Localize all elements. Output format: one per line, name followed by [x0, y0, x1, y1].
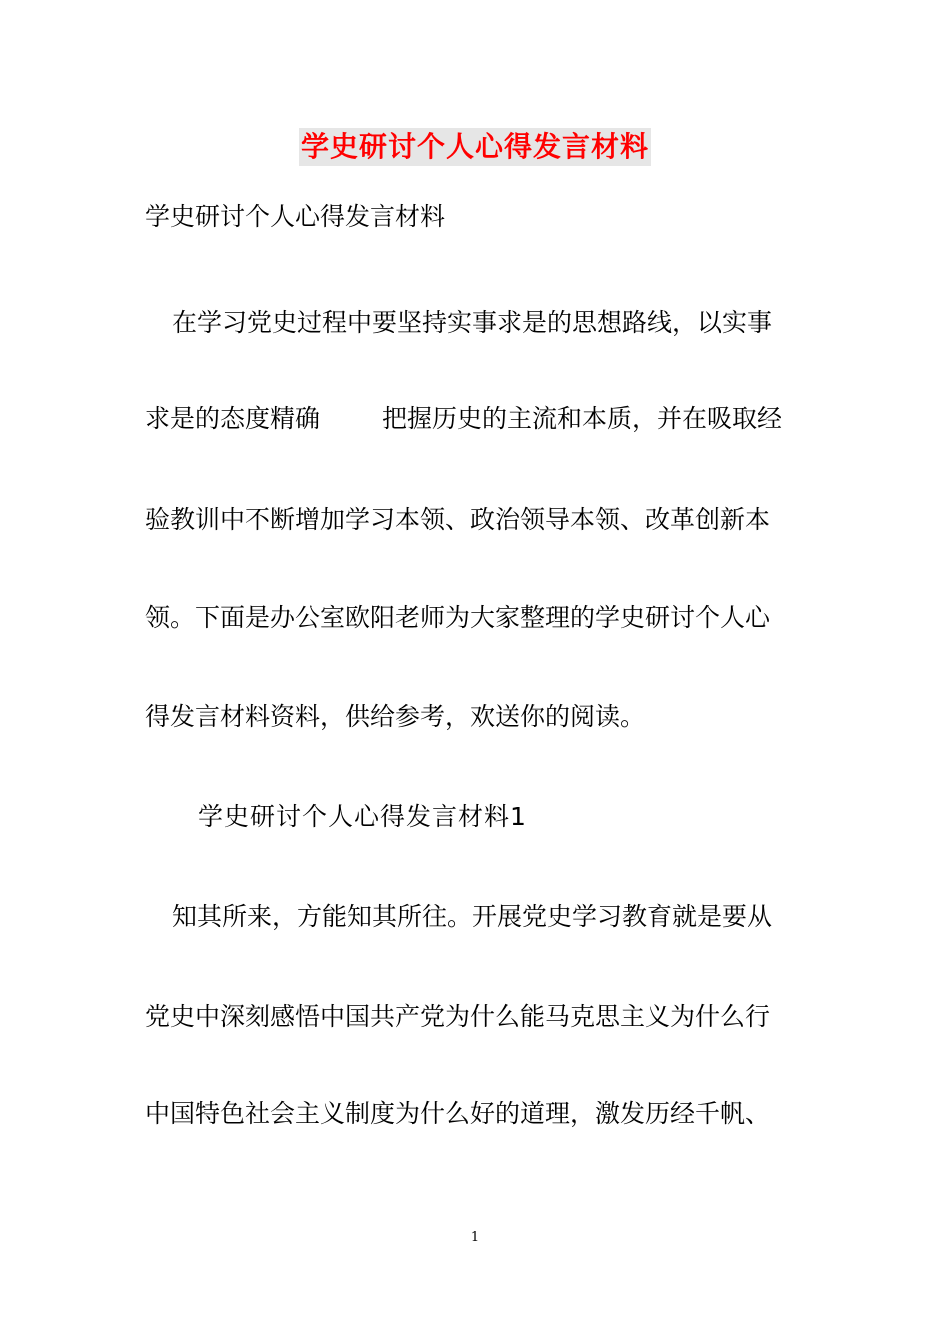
paragraph-line-2-part-2: 把握历史的主流和本质，并在吸取经	[382, 404, 783, 433]
section-paragraph-line-1: 知其所来，方能知其所往。开展党史学习教育就是要从	[172, 902, 773, 931]
paragraph-line-4: 领。下面是办公室欧阳老师为大家整理的学史研讨个人心	[145, 603, 771, 632]
paragraph-line-2	[145, 402, 782, 436]
page-number: 1	[470, 1230, 480, 1245]
section-paragraph-line-2: 党史中深刻感悟中国共产党为什么能马克思主义为什么行	[145, 1002, 771, 1031]
paragraph-line-2-part-1: 求是的态度精确	[145, 404, 321, 433]
paragraph-line-5: 得发言材料资料，供给参考，欢送你的阅读。	[145, 702, 646, 731]
document-title-text: 学史研讨个人心得发言材料	[299, 128, 651, 166]
section-heading: 学史研讨个人心得发言材料1	[198, 802, 527, 831]
section-paragraph-line-3: 中国特色社会主义制度为什么好的道理，激发历经千帆、	[145, 1099, 771, 1128]
document-title	[0, 128, 950, 166]
paragraph-line-1: 在学习党史过程中要坚持实事求是的思想路线，以实事	[172, 308, 773, 337]
document-heading: 学史研讨个人心得发言材料	[145, 202, 446, 231]
paragraph-line-3: 验教训中不断增加学习本领、政治领导本领、改革创新本	[145, 505, 771, 534]
